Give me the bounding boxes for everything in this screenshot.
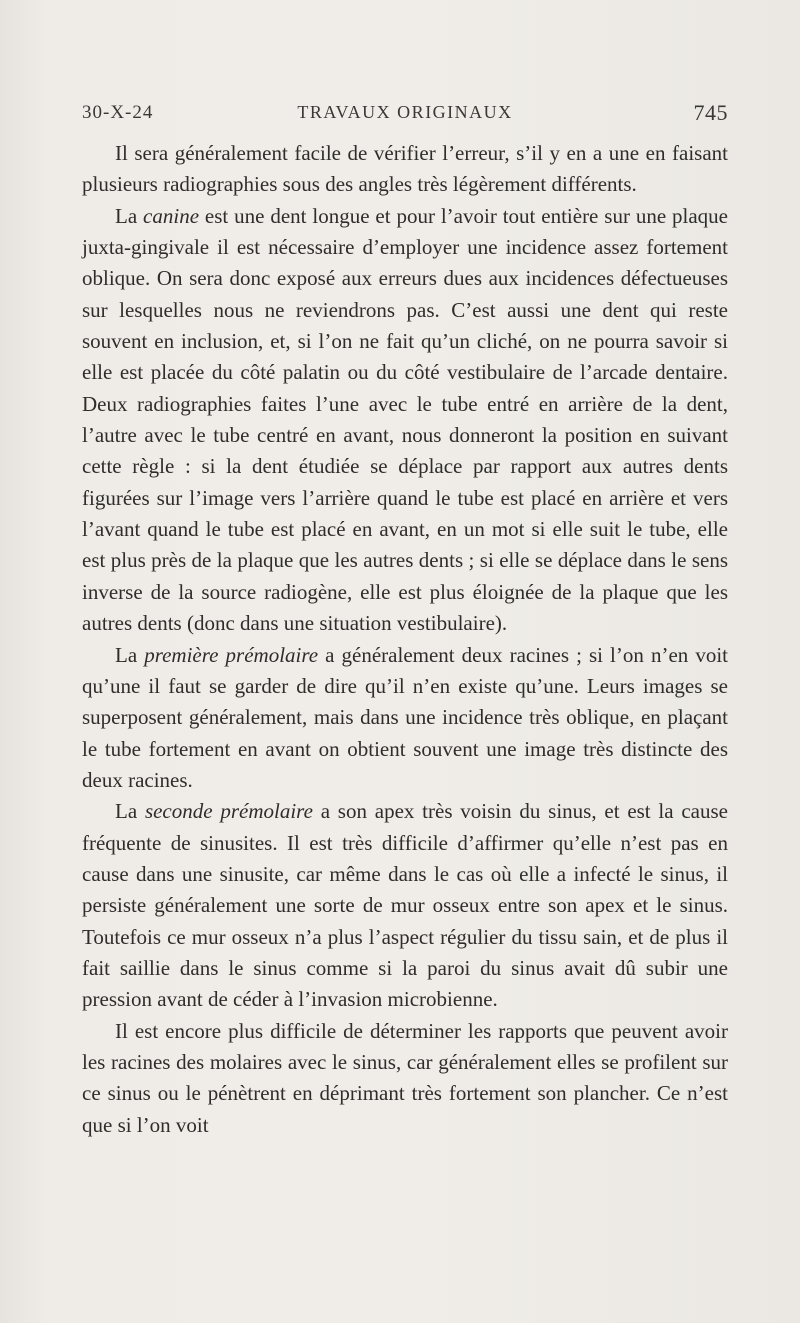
paragraph	[82, 640, 728, 797]
text-run: est une dent longue et pour l’avoir tout entière sur une plaque juxta-gingivale il est nécessaire d’employer une incidence assez fortement oblique. On sera donc exposé aux erreurs dues aux incidences défectueuses sur lesquelles nous ne reviendrons pas. C’est aussi une dent qui reste souvent en inclusion, et, si l’on ne fait qu’un cliché, on ne pourra savoir si elle est placée du côté palatin ou du côté vestibulaire de l’arcade dentaire. Deux radiographies faites l’une avec le tube entré en arrière de la dent, l’autre avec le tube centré en avant, nous donneront la position en suivant cette règle : si la dent étudiée se déplace par rapport aux autres dents figurées sur l’image vers l’arrière quand le tube est placé en arrière et vers l’avant quand le tube est placé en avant, en un mot si elle suit le tube, elle est plus près de la plaque que les autres dents ; si elle se déplace dans le sens inverse de la source radiogène, elle est plus éloignée de la plaque que les autres dents (donc dans une situation vestibulaire).	[82, 203, 729, 636]
paragraph	[82, 796, 728, 1015]
text-run: La	[115, 642, 145, 667]
text-run: La	[115, 799, 145, 824]
header-date: 30-X-24	[82, 102, 154, 123]
italic-term: première prémolaire	[144, 642, 319, 667]
italic-term: seconde prémolaire	[144, 799, 313, 824]
text-run: a généralement deux racines ; si l’on n’en voit qu’une il faut se garder de dire qu’il n’en existe qu’une. Leurs images se superposent généralement, mais dans une incidence très oblique, en plaçant le tube fortement en avant on obtient souvent une image très distincte des deux racines.	[82, 642, 728, 792]
paragraph	[82, 201, 728, 640]
text-run: a son apex très voisin du sinus, et est la cause fréquente de sinusites. Il est très difficile d’affirmer qu’elle n’est pas en cause dans une sinusite, car même dans le cas où elle a infecté le sinus, il persiste généralement une sorte de mur osseux entre son apex et le sinus. Toutefois ce mur osseux n’a plus l’aspect régulier du tissu sain, et de plus il fait saillie dans le sinus comme si la paroi du sinus avait dû subir une pression avant de céder à l’invasion microbienne.	[82, 799, 728, 1012]
running-header	[82, 98, 728, 128]
article-body	[82, 138, 728, 1141]
text-run: La	[115, 203, 144, 228]
paragraph	[82, 1016, 728, 1141]
text-run: Il est encore plus difficile de déterminer les rapports que peuvent avoir les racines des molaires avec le sinus, car généralement elles se profilent sur ce sinus ou le pénètrent en déprimant très fortement son plancher. Ce n’est que si l’on voit	[82, 1018, 728, 1137]
page-number: 745	[693, 100, 728, 125]
italic-term: canine	[143, 203, 200, 228]
header-section-title: TRAVAUX ORIGINAUX	[297, 102, 513, 122]
paragraph	[82, 138, 728, 201]
text-run: Il sera généralement facile de vérifier l’erreur, s’il y en a une en faisant plusieurs radiographies sous des angles très légèrement différents.	[82, 141, 728, 197]
